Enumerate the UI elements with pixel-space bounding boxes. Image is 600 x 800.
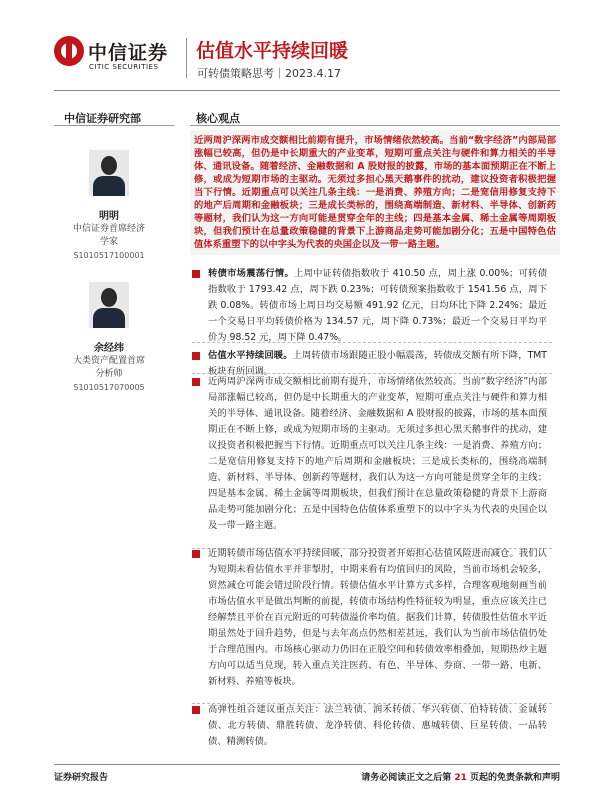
bullet-item	[192, 546, 547, 690]
sidebar-heading: 中信证券研究部	[64, 112, 141, 125]
bullet-square-icon	[192, 352, 200, 360]
analyst-name: 余经纬	[94, 343, 124, 354]
core-view-rule	[190, 125, 560, 126]
bullet-square-icon	[192, 270, 200, 278]
analyst-role: 中信证券首席经济	[72, 224, 145, 234]
brand-name-cn: 中信证券	[88, 42, 169, 64]
bullet-square-icon	[192, 378, 200, 386]
analyst-role: 学家	[99, 237, 118, 247]
footer-rule	[54, 764, 560, 765]
bullet-square-icon	[192, 550, 200, 558]
analyst-name: 明明	[99, 211, 119, 222]
bullet-separator	[192, 342, 552, 343]
core-view-summary: 近两周沪深两市成交额相比前期有提升，市场情绪依然较高。当前“数字经济”内部局部涨幅已较高，但仍是中长期重大的产业变革，短期可重点关注与硬件和算力相关的半导体、通讯设备。随着经济、金融数据和 A 股财报的披露，市场的基本面预期正在不断上修，或成为短期市场的主驱动。无须过多担心黑天鹅事件的扰动，建议投资者积极把握当下行情。近期重点可以关注几条主线：一是消费、养殖方向；二是宽信用修复支持下的地产后周期和金融板块；三是成长类标的，围绕高端制造、新材料、半导体、创新药等题材，我们认为这一方向可能是贯穿全年的主线；四是基本金属、稀土金属等周期板块，但我们预计在总量政策稳健的背景下上游商品走势可能加剧分化；五是中国特色估值体系重塑下的以中字头为代表的央国企以及一带一路主题。	[190, 130, 560, 255]
analyst-card	[54, 342, 164, 394]
footer-report-type: 证券研究报告	[54, 773, 109, 783]
bullet-square-icon	[192, 706, 200, 714]
analyst-photo-avatar	[89, 282, 129, 328]
footer-page-number: 21	[454, 773, 467, 783]
bullet-text: 上周中证转债指数收于 410.50 点，周上涨 0.00%；可转债指数收于 1793.42 点，周下跌 0.23%；可转债预案指数收于 1541.56 点，周下跌 0.08%。转债市场上周日均交易额 491.92 亿元，日均环比下降 2.24%；最近一个交易日平均转债价格为 134.57 元，周下降 0.73%；最近一个交易日平均平价为 98.52 元，周下降 0.47%。	[208, 268, 547, 343]
report-title: 估值水平持续回暖	[196, 40, 349, 62]
analyst-role: 大类资产配置首席	[72, 356, 145, 366]
sidebar-rule	[54, 125, 174, 126]
bullet-lead: 估值水平持续回暖。	[208, 350, 293, 361]
bullet-text: 上周转债市场跟随正股小幅震荡，转债成交额有所下降，TMT 板块有所回调。	[208, 350, 547, 377]
analyst-card	[54, 210, 164, 262]
core-view-heading: 核心观点	[196, 112, 240, 125]
bullet-text: 近期转债市场估值水平持续回暖，部分投资者开始担心估值风险进而减仓。我们认为短期未看估值水平并非掣肘，中期来看有均值回归的风险，当前市场机会较多，贸然减仓可能会错过阶段行情。转债估值水平计算方式多样，合理客观地刻画当前市场估值水平是做出判断的前提，转债市场结构性特征较为明显，重点应该关注已经解禁且平价在百元附近的可转债溢价率均值。据我们计算，转债股性估值水平近期虽然处于回升趋势，但是与去年高点仍然相差甚远，我们认为当前市场估值仍处于合理范围内。市场核心驱动力仍旧在正股空间和转债效率相叠加，短期热炒主题方向可以适当兑现，转入重点关注医药、有色、半导体、券商、一带一路、电新、新材料、养殖等板块。	[208, 548, 547, 687]
header-divider	[186, 38, 187, 78]
analyst-role: 分析师	[95, 369, 123, 379]
bullet-text: 高弹性组合建议重点关注：法兰转债、润禾转债、华兴转债、伯特转债、金诚转债、北方转债、鼎胜转债、龙净转债、科伦转债、惠城转债、巨星转债、一品转债、精测转债。	[208, 704, 547, 747]
analyst-photo-avatar	[89, 150, 129, 196]
header-rule	[54, 90, 560, 91]
bullet-lead: 转债市场震荡行情。	[208, 268, 294, 279]
analyst-cert: S1010517100001	[73, 251, 145, 260]
footer-disclaimer-prefix: 请务必阅读正文之后第	[361, 773, 455, 783]
report-subtitle: 可转债策略思考｜2023.4.17	[197, 67, 341, 80]
citic-logo-icon	[54, 36, 84, 66]
footer-disclaimer-suffix: 页起的免责条款和声明	[466, 773, 560, 783]
analyst-cert: S1010517070005	[73, 383, 145, 392]
footer-disclaimer	[361, 770, 560, 783]
bullet-text: 近两周沪深两市成交额相比前期有提升，市场情绪依然较高。当前“数字经济”内部局部涨幅已较高，但仍是中长期重大的产业变革，短期可重点关注与硬件和算力相关的半导体、通讯设备。随着经济、金融数据和 A 股财报的披露，市场的基本面预期正在不断上修，或成为短期市场的主驱动。无须过多担心黑天鹅事件的扰动，建议投资者积极把握当下行情。近期重点可以关注几条主线：一是消费、养殖方向；二是宽信用修复支持下的地产后周期和金融板块；三是成长类标的，围绕高端制造、新材料、半导体、创新药等题材，我们认为这一方向可能是贯穿全年的主线；四是基本金属、稀土金属等周期板块，但我们预计在总量政策稳健的背景下上游商品走势可能加剧分化；五是中国特色估值体系重塑下的以中字头为代表的央国企以及一带一路主题。	[208, 376, 547, 531]
bullet-item	[192, 702, 547, 750]
bullet-item	[192, 374, 547, 534]
bullet-item	[192, 266, 547, 346]
brand-name-en: CITIC SECURITIES	[89, 63, 159, 71]
